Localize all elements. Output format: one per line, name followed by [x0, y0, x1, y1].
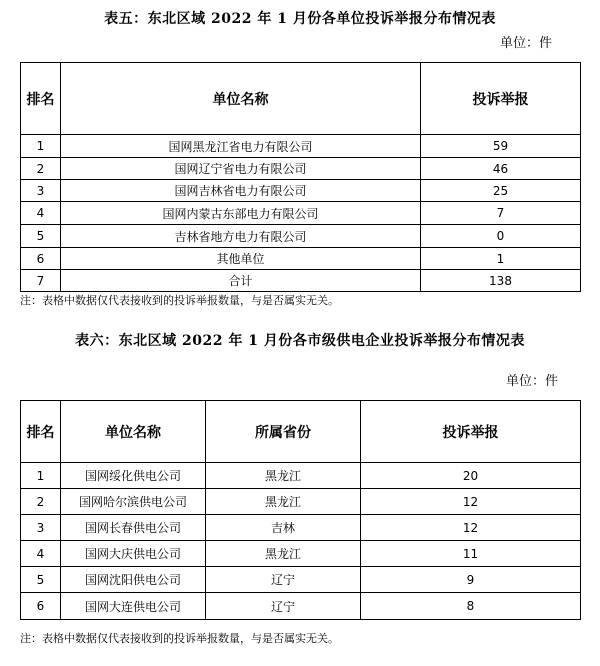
rank-cell: 6: [21, 248, 61, 270]
province-cell: 吉林: [206, 515, 361, 541]
unit-name-cell: 国网哈尔滨供电公司: [61, 489, 206, 515]
complaints-cell: 59: [421, 135, 581, 158]
rank-cell: 3: [21, 180, 61, 202]
unit-name-cell: 国网大连供电公司: [61, 593, 206, 620]
complaints-cell: 1: [421, 248, 581, 270]
complaints-cell: 25: [421, 180, 581, 202]
province-cell: 辽宁: [206, 567, 361, 593]
table-row: [21, 225, 581, 248]
complaints-cell: 12: [361, 515, 581, 541]
table-row: [21, 135, 581, 158]
unit-name-cell: 合计: [61, 270, 421, 292]
complaints-cell: 8: [361, 593, 581, 620]
province-cell: 黑龙江: [206, 489, 361, 515]
table-row: [21, 515, 581, 541]
rank-cell: 5: [21, 225, 61, 248]
rank-cell: 4: [21, 202, 61, 225]
table5-title: 表五：东北区域 2022 年 1 月份各单位投诉举报分布情况表: [104, 11, 496, 27]
table5-header-unit-name: 单位名称: [61, 63, 421, 135]
table6-header-rank: 排名: [21, 401, 61, 463]
table-row: [21, 202, 581, 225]
unit-name-cell: 国网大庆供电公司: [61, 541, 206, 567]
unit-name-cell: 吉林省地方电力有限公司: [61, 225, 421, 248]
table6-title: 表六：东北区域 2022 年 1 月份各市级供电企业投诉举报分布情况表: [75, 333, 525, 349]
complaints-cell: 46: [421, 158, 581, 180]
complaints-cell: 11: [361, 541, 581, 567]
table5-header-complaints: 投诉举报: [421, 63, 581, 135]
table5-header-row: [21, 63, 581, 135]
table5-note: 注：表格中数据仅代表接收到的投诉举报数量，与是否属实无关。: [20, 294, 339, 307]
unit-name-cell: 国网辽宁省电力有限公司: [61, 158, 421, 180]
province-cell: 黑龙江: [206, 541, 361, 567]
table-row: [21, 463, 581, 489]
province-cell: 辽宁: [206, 593, 361, 620]
table6-header-complaints: 投诉举报: [361, 401, 581, 463]
complaints-cell: 7: [421, 202, 581, 225]
table6-note: 注：表格中数据仅代表接收到的投诉举报数量，与是否属实无关。: [20, 632, 339, 645]
unit-name-cell: 国网吉林省电力有限公司: [61, 180, 421, 202]
unit-name-cell: 国网绥化供电公司: [61, 463, 206, 489]
table6-header-row: [21, 401, 581, 463]
table-row: [21, 593, 581, 620]
complaints-cell: 9: [361, 567, 581, 593]
rank-cell: 2: [21, 489, 61, 515]
table-row: [21, 541, 581, 567]
unit-name-cell: 国网内蒙古东部电力有限公司: [61, 202, 421, 225]
unit-name-cell: 国网黑龙江省电力有限公司: [61, 135, 421, 158]
table6: [20, 400, 581, 620]
complaints-cell: 0: [421, 225, 581, 248]
rank-cell: 7: [21, 270, 61, 292]
table-row: [21, 158, 581, 180]
unit-name-cell: 国网长春供电公司: [61, 515, 206, 541]
table5-unit: 单位：件: [499, 36, 552, 51]
rank-cell: 5: [21, 567, 61, 593]
table-row: [21, 180, 581, 202]
unit-name-cell: 其他单位: [61, 248, 421, 270]
table6-header-province: 所属省份: [206, 401, 361, 463]
table-row: [21, 489, 581, 515]
table5-header-rank: 排名: [21, 63, 61, 135]
rank-cell: 6: [21, 593, 61, 620]
rank-cell: 4: [21, 541, 61, 567]
complaints-cell: 12: [361, 489, 581, 515]
rank-cell: 3: [21, 515, 61, 541]
table6-header-unit-name: 单位名称: [61, 401, 206, 463]
rank-cell: 2: [21, 158, 61, 180]
rank-cell: 1: [21, 463, 61, 489]
table6-unit: 单位：件: [505, 374, 558, 389]
unit-name-cell: 国网沈阳供电公司: [61, 567, 206, 593]
table-row: [21, 270, 581, 292]
table5: [20, 62, 581, 292]
province-cell: 黑龙江: [206, 463, 361, 489]
table-row: [21, 567, 581, 593]
rank-cell: 1: [21, 135, 61, 158]
complaints-cell: 20: [361, 463, 581, 489]
complaints-cell: 138: [421, 270, 581, 292]
table-row: [21, 248, 581, 270]
